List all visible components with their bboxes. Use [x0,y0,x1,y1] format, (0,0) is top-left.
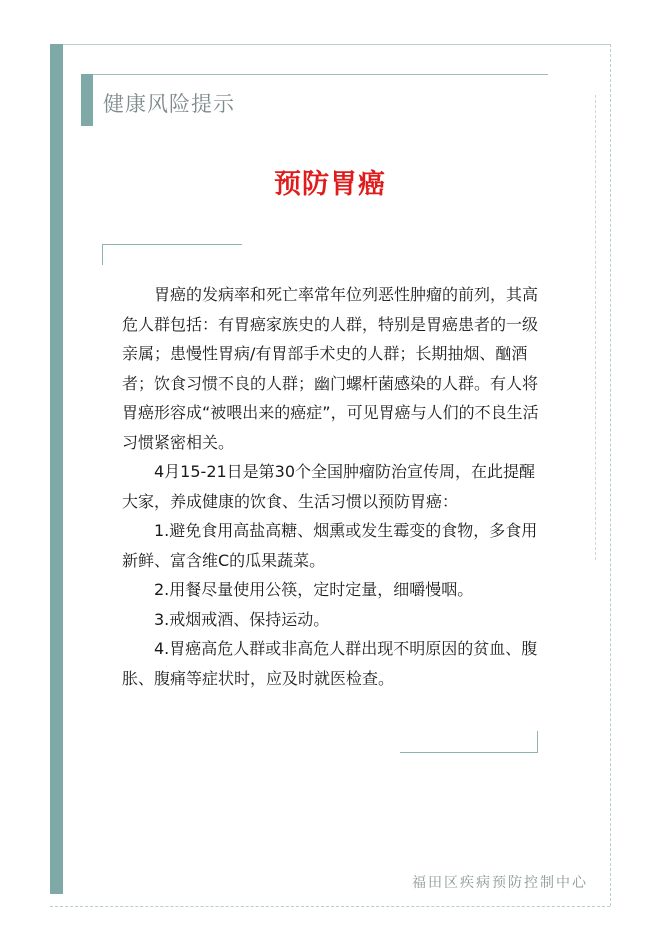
section-tab-marker [81,74,93,126]
tip-item-no-smoking-drinking: 3.戒烟戒酒、保持运动。 [154,609,330,629]
top-border-line [63,44,611,45]
paragraph-awareness-week: 4月15-21日是第30个全国肿瘤防治宣传周，在此提醒大家，养成健康的饮食、生活习惯以预防胃癌： [122,462,536,511]
corner-bracket-top-left [102,244,242,245]
page-title: 预防胃癌 [274,169,386,200]
article-body [122,280,542,693]
corner-bracket-top-left-vertical [102,244,103,265]
tip-item-see-doctor: 4.胃癌高危人群或非高危人群出现不明原因的贫血、腹胀、腹痛等症状时，应及时就医检查。 [122,639,538,688]
corner-bracket-bottom-right-vertical [537,731,538,752]
tip-item-diet: 1.避免食用高盐高糖、烟熏或发生霉变的食物，多食用新鲜、富含维C的瓜果蔬菜。 [122,521,538,570]
paragraph-risk-groups: 胃癌的发病率和死亡率常年位列恶性肿瘤的前列，其高危人群包括：有胃癌家族史的人群，特别是胃癌患者的一级亲属；患慢性胃病/有胃部手术史的人群；长期抽烟、酗酒者；饮食习惯不良的人群；幽门螺杆菌感染的人群。有人将胃癌形容成“被喂出来的癌症”，可见胃癌与人们的不良生活习惯紧密相关。 [122,285,539,452]
footer-organization: 福田区疾病预防控制中心 [412,875,588,891]
tip-item-serving-chopsticks: 2.用餐尽量使用公筷，定时定量，细嚼慢咽。 [154,580,474,599]
section-header-line [93,74,548,75]
bottom-dashed-border [50,906,610,907]
section-title: 健康风险提示 [103,92,235,116]
corner-bracket-bottom-right [400,752,538,753]
